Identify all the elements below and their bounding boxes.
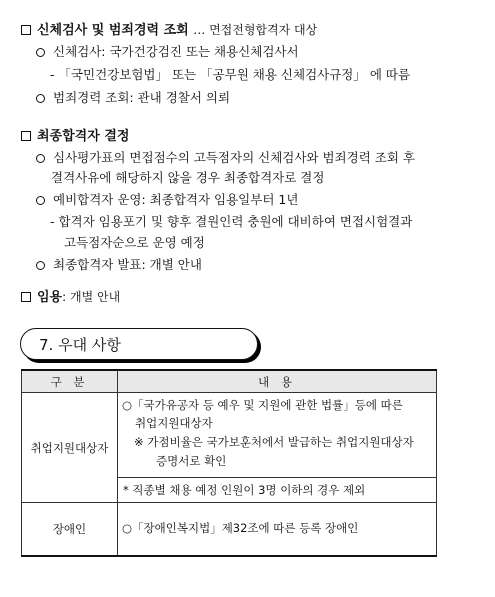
circle-bullet-icon [36,261,45,270]
table-row [22,503,437,557]
checkbox-square-icon [21,131,31,141]
table-header-content: 내 용 [118,370,437,393]
checkbox-square-icon [21,292,31,302]
section-header-final-selection [21,125,129,144]
table-cell-category: 장애인 [22,503,118,557]
circle-bullet-icon [36,94,45,103]
section-note: … 면접전형합격자 대상 [193,23,318,37]
list-item: 예비합격자 운영: 최종합격자 임용일부터 1년 [36,190,298,208]
list-item: 신체검사: 국가건강검진 또는 채용신체검사서 [36,42,299,60]
preference-table [21,369,437,557]
section-header-appointment [21,286,120,305]
list-item-continuation: 결격사유에 해당하지 않을 경우 최종합격자로 결정 [51,170,325,185]
table-header-row [22,370,437,393]
table-cell-category: 취업지원대상자 [22,393,118,503]
table-header-category: 구 분 [22,370,118,393]
list-item: 최종합격자 발표: 개별 안내 [36,255,202,273]
section-title: 신체검사 및 범죄경력 조회 [37,23,189,38]
list-subitem: - 합격자 임용포기 및 향후 결원인력 충원에 대비하여 면접시험결과 [50,214,413,229]
list-item: 범죄경력 조회: 관내 경찰서 의뢰 [36,88,230,106]
section-heading-pill [20,328,258,360]
circle-bullet-icon [36,196,45,205]
section-title: 최종합격자 결정 [37,129,130,144]
circle-bullet-icon [36,154,45,163]
section-header-physical-exam [21,19,317,38]
section-text: : 개별 안내 [62,290,121,304]
table-row [22,393,437,478]
list-subitem-continuation: 고득점자순으로 운영 예정 [64,235,205,250]
list-subitem: - 「국민건강보험법」 또는 「공무원 채용 신체검사규정」 에 따름 [50,67,411,82]
table-cell-footnote: * 직종별 채용 예정 인원이 3명 이하의 경우 제외 [118,478,437,503]
table-cell-content: ○「국가유공자 등 예우 및 지원에 관한 법률」등에 따른 취업지원대상자 ※ 가점비율은 국가보훈처에서 발급하는 취업지원대상자 증명서로 확인 [118,393,437,478]
checkbox-square-icon [21,25,31,35]
section-title: 임용 [37,290,63,305]
section-heading: 7. 우대 사항 [39,336,121,354]
table-cell-content: ○「장애인복지법」제32조에 따른 등록 장애인 [118,503,437,557]
list-item: 심사평가표의 면접점수의 고득점자의 신체검사와 범죄경력 조회 후 [36,148,415,166]
circle-bullet-icon [36,48,45,57]
